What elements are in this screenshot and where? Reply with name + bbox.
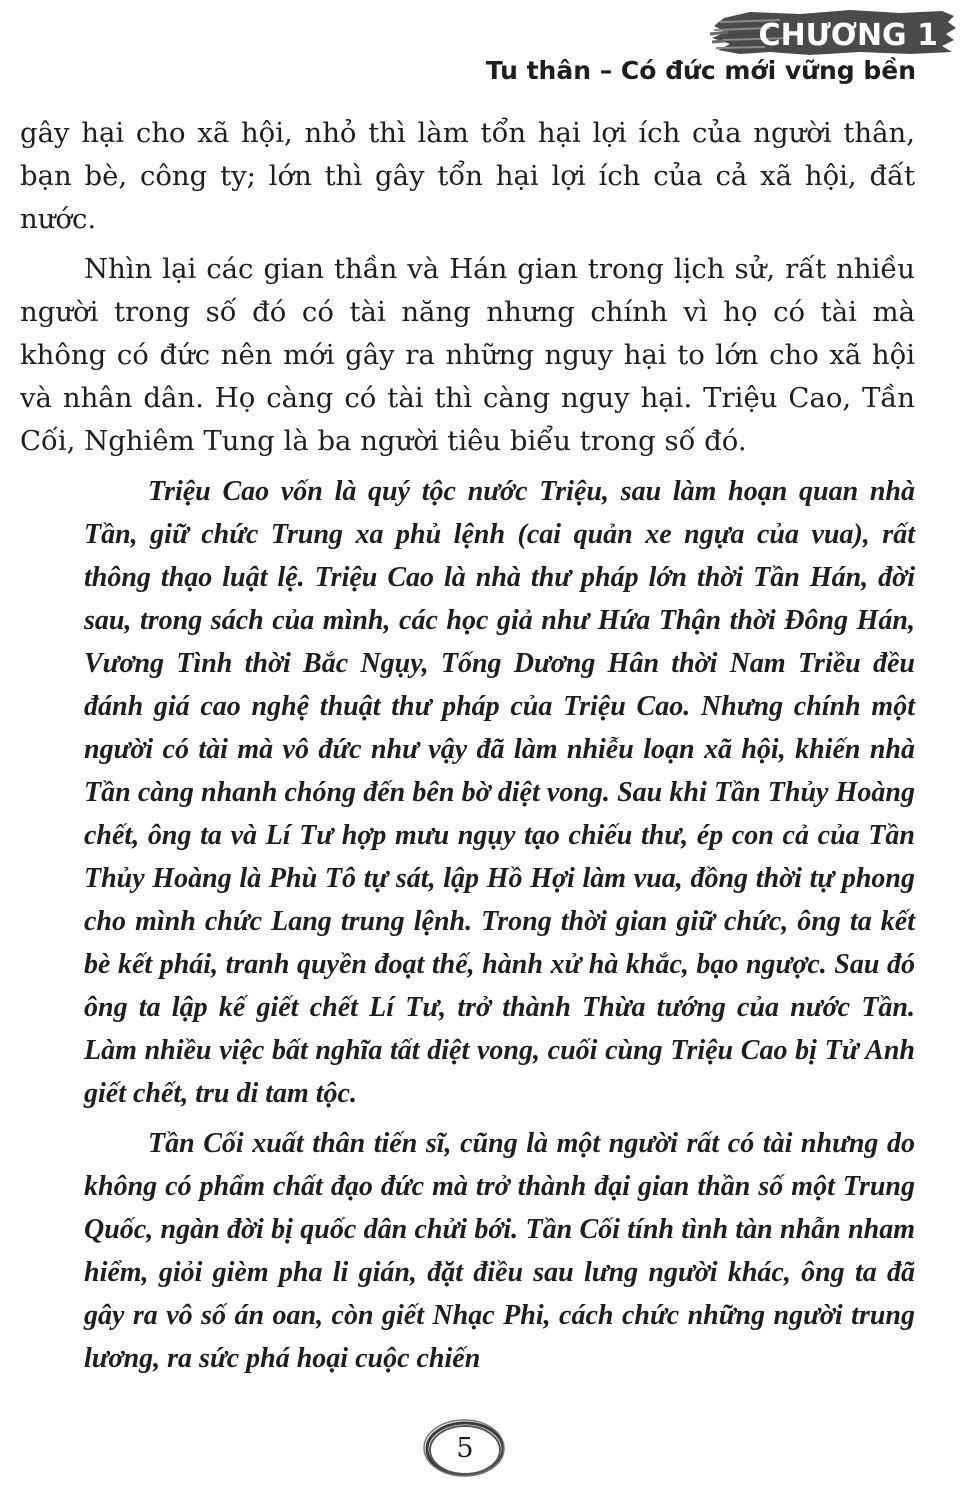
page-number: 5: [456, 1433, 474, 1464]
chapter-banner: [710, 8, 958, 58]
chapter-label: CHƯƠNG 1: [758, 18, 938, 53]
paragraph-intro: Nhìn lại các gian thần và Hán gian trong lịch sử, rất nhiều người trong số đó có tài năng nhưng chính vì họ có tài mà không có đức nên mới gây ra những nguy hại to lớn cho xã hội và nhân dân. Họ càng có tài thì càng nguy hại. Triệu Cao, Tần Cối, Nghiêm Tung là ba người tiêu biểu trong số đó.: [20, 253, 915, 457]
paragraph-tan-coi: Tần Cối xuất thân tiến sĩ, cũng là một người rất có tài nhưng do không có phẩm chất đạo đức mà trở thành đại gian thần số một Trung Quốc, ngàn đời bị quốc dân chửi bới. Tần Cối tính tình tàn nhẫn nham hiểm, giỏi gièm pha li gián, đặt điều sau lưng người khác, ông ta đã gây ra vô số án oan, còn giết Nhạc Phi, cách chức những người trung lương, ra sức phá hoại cuộc chiến: [84, 1128, 915, 1374]
paragraph-trieu-cao: Triệu Cao vốn là quý tộc nước Triệu, sau làm hoạn quan nhà Tần, giữ chức Trung xa phủ lệnh (cai quản xe ngựa của vua), rất thông thạo luật lệ. Triệu Cao là nhà thư pháp lớn thời Tần Hán, đời sau, trong sách của mình, các học giả như Hứa Thận thời Đông Hán, Vương Tình thời Bắc Ngụy, Tống Dương Hân thời Nam Triều đều đánh giá cao nghệ thuật thư pháp của Triệu Cao. Nhưng chính một người có tài mà vô đức như vậy đã làm nhiễu loạn xã hội, khiến nhà Tần càng nhanh chóng đến bên bờ diệt vong. Sau khi Tần Thủy Hoàng chết, ông ta và Lí Tư hợp mưu ngụy tạo chiếu thư, ép con cả của Tần Thủy Hoàng là Phù Tô tự sát, lập Hồ Hợi làm vua, đồng thời tự phong cho mình chức Lang trung lệnh. Trong thời gian giữ chức, ông ta kết bè kết phái, tranh quyền đoạt thế, hành xử hà khắc, bạo ngược. Sau đó ông ta lập kế giết chết Lí Tư, trở thành Thừa tướng của nước Tần. Làm nhiều việc bất nghĩa tất diệt vong, cuối cùng Triệu Cao bị Tử Anh giết chết, tru di tam tộc.: [84, 476, 915, 1109]
chapter-subtitle: Tu thân – Có đức mới vững bền: [485, 56, 916, 85]
page-body: [20, 112, 915, 1380]
page-number-badge: [417, 1417, 513, 1481]
paragraph-continuation: gây hại cho xã hội, nhỏ thì làm tổn hại lợi ích của người thân, bạn bè, công ty; lớn thì gây tổn hại lợi ích của cả xã hội, đất nước.: [20, 117, 915, 235]
